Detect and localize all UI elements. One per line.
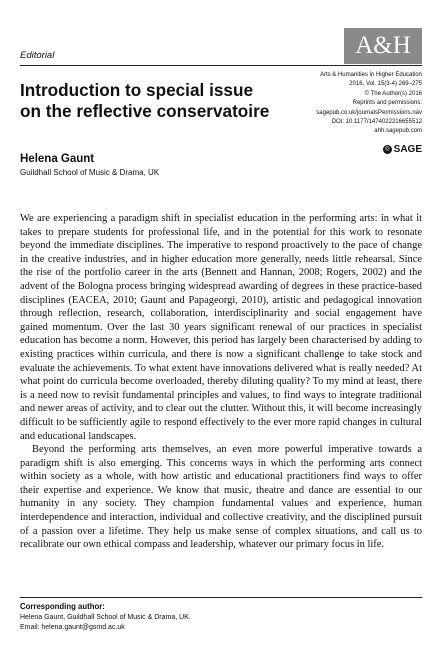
article-body <box>20 212 422 552</box>
section-label: Editorial <box>20 50 55 61</box>
body-paragraph: Beyond the performing arts themselves, an even more powerful imperative towards a paradigm shift is also emerging. This concerns ways in which the performing arts connect within society as a whole, with how artistic and educational practitioners find ways to offer their expertise and experience. We know that music, theatre and dance are essential to our humanity in any society. They champion fundamental values and experience, human interdependence and interaction, individual and collective creativity, and the disciplined pursuit of a passion over a lifetime. They help us make sense of complex situations, and call us to recalibrate our own ethical compass and leadership, whatever our primary focus in life. <box>20 444 422 551</box>
header-divider <box>20 65 422 66</box>
journal-name: Arts & Humanities in Higher Education <box>319 72 422 78</box>
reprints-label: Reprints and permissions: <box>352 100 422 107</box>
permissions-link[interactable]: sagepub.co.uk/journalsPermissions.nav <box>316 109 422 116</box>
journal-logo: A&H <box>344 28 422 64</box>
publisher-logo <box>383 144 422 155</box>
author-affiliation: Guildhall School of Music & Drama, UK <box>20 168 160 177</box>
doi[interactable]: DOI: 10.1177/1474022216655512 <box>331 119 422 126</box>
citation: 2016, Vol. 15(3-4) 269–275 <box>349 81 422 88</box>
footer-divider <box>20 597 422 598</box>
body-paragraph: We are experiencing a paradigm shift in specialist education in the performing arts: in what it takes to prepare students for professional life, and in the potential for this work to resonate beyond the immediate disciplines. The imperative to respond proactively to the pace of change in the creative industries, and in higher education more generally, needs little rehearsal. Since the rise of the portfolio career in the arts (Bennett and Hannan, 2008; Rogers, 2002) and the advent of the Bologna process bringing widespread awarding of degrees in these practice-based disciplines (EACEA, 2010; Gaunt and Papageorgi, 2010), artistic and pedagogical innovation through reflection, research, collaboration, interdisciplinarity and social engagement have gained momentum. Over the last 30 years significant renewal of our practices in specialist education has become a norm. However, this period has largely been characterised by adding to existing practices within curricula, and there is now a significant challenge to take stock and evaluate the achievements. To what extent have innovations delivered what is really needed? At what point do curricula become overloaded, thereby diluting quality? To my mind at least, there is a need now to revisit fundamental principles and values, to find ways to integrate traditional and newer areas of activity, and to clear out the clutter. Without this, it will become increasingly difficult to be sufficiently agile to respond effectively to the ever more rapid changes in cultural and educational landscapes. <box>20 213 422 442</box>
copyright: © The Author(s) 2016 <box>364 90 422 97</box>
author-name: Helena Gaunt <box>20 153 95 165</box>
publisher-name: SAGE <box>393 144 422 155</box>
sage-emblem-icon: ◎ <box>384 146 390 152</box>
corresponding-author-name: Helena Gaunt, Guildhall School of Music & Drama, UK. <box>20 614 191 621</box>
corresponding-author-email[interactable]: Email: helena.gaunt@gsmd.ac.uk <box>20 624 125 631</box>
journal-site-link[interactable]: ahh.sagepub.com <box>374 128 422 135</box>
corresponding-author-heading: Corresponding author: <box>20 602 105 611</box>
article-title: Introduction to special issue on the reflective conservatoire <box>20 80 270 121</box>
